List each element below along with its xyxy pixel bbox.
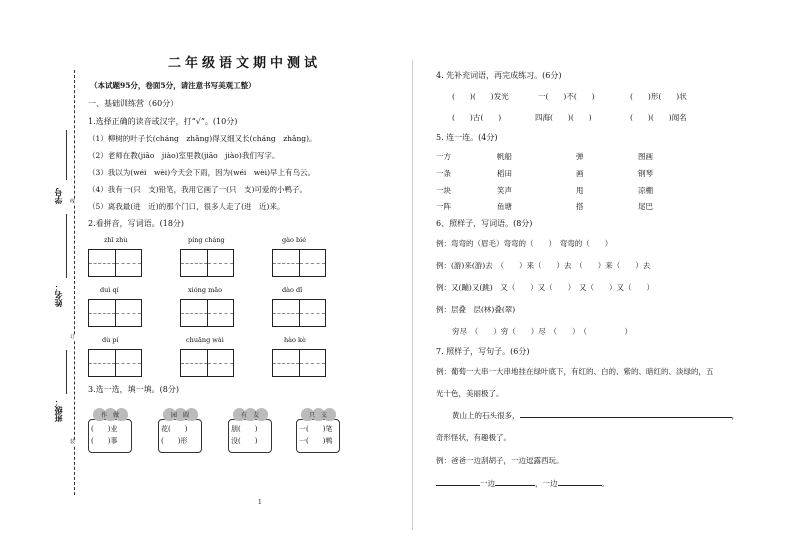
q7-fill-1-text: 黄山上的石头很多， <box>452 411 520 420</box>
pinyin-label: chuāng wài <box>186 336 224 344</box>
writing-grid[interactable] <box>180 349 234 377</box>
q6-example-4: 例：层叠 层(林)叠(翠) <box>436 305 516 314</box>
match-item[interactable]: 鱼塘 <box>497 202 512 211</box>
q4-blank[interactable]: ( )形( )状 <box>630 92 687 101</box>
pinyin-label: zhī zhù <box>104 236 128 244</box>
q7-prompt: 7. 照样子，写句子。(6分) <box>436 347 530 356</box>
binding-line <box>74 70 75 495</box>
answer-blank[interactable] <box>558 485 602 486</box>
student-name-blank <box>66 240 67 278</box>
q1-item-2: （2）老师在教(jiāo jiào)室里教(jiāo jiào)我们写字。 <box>88 151 280 160</box>
answer-blank[interactable] <box>436 485 480 486</box>
word-basket <box>228 408 272 453</box>
q7-example-2: 例：爸爸一边刮胡子，一边逗露西玩。 <box>436 456 564 465</box>
match-item[interactable]: 弹 <box>576 152 584 161</box>
seal-char-3: 装 <box>70 439 76 445</box>
class-blank <box>66 350 67 394</box>
match-item[interactable]: 一条 <box>436 169 451 178</box>
q4-prompt: 4. 先补充词语，再完成练习。(6分) <box>436 71 562 80</box>
q1-item-5: （5）离我最(进 近)的那个门口，很多人走了(进 近)来。 <box>88 202 285 211</box>
q1-item-4: （4）我有一(只 支)铅笔，我用它画了一(只 支)可爱的小鸭子。 <box>88 185 307 194</box>
match-item[interactable]: 笑声 <box>497 186 512 195</box>
match-item[interactable]: 钢琴 <box>638 169 653 178</box>
student-id-blank <box>66 130 67 180</box>
basket-row[interactable]: 一( )鸭 <box>299 437 333 445</box>
q6-example-1[interactable]: 例：弯弯的（眉毛）弯弯的（ ） 弯弯的（ ） <box>436 239 613 248</box>
writing-grid[interactable] <box>272 299 326 327</box>
pinyin-label: duì qí <box>100 286 119 294</box>
basket-label: 园 圆 <box>170 412 189 419</box>
q1-item-1: （1）柳树的叶子长(cháng zhǎng)得又细又长(cháng zhǎng)。 <box>88 134 317 143</box>
q6-example-4-blanks[interactable]: 穷尽 （ ）穷（ ）尽 （ ） （ ） <box>452 327 632 336</box>
basket-row[interactable]: 一( )笔 <box>299 425 333 433</box>
writing-grid[interactable] <box>88 249 142 277</box>
page-number: 1 <box>258 499 262 506</box>
pinyin-label: hào kè <box>284 336 306 344</box>
word-basket <box>88 408 132 453</box>
pinyin-label: gào bié <box>282 236 307 244</box>
match-item[interactable]: 一块 <box>436 186 451 195</box>
basket-row[interactable]: ( )业 <box>91 425 118 433</box>
q7-fill-1-cont: 奇形怪状，有趣极了。 <box>436 433 511 442</box>
q2-prompt: 2.看拼音，写词语。(18分) <box>88 219 185 228</box>
q5-prompt: 5. 连一连。(4分) <box>436 133 498 142</box>
q6-example-3[interactable]: 例：又(蹦)又(跳) 又（ ）又（ ） 又（ ）又（ ） <box>436 283 654 292</box>
q1-prompt: 1.选择正确的读音或汉字，打“√”。(10分) <box>88 117 238 126</box>
page-subtitle: （本试题95分，卷面5分，请注意书写美观工整） <box>90 81 256 90</box>
q7-fill-2-b: ，一边 <box>535 479 558 488</box>
match-item[interactable]: 一阵 <box>436 202 451 211</box>
q3-prompt: 3.选一选，填一填。(8分) <box>88 385 179 394</box>
seal-char-2: 订 <box>70 334 76 340</box>
student-id-label: 学号 <box>53 188 63 204</box>
match-item[interactable]: 一方 <box>436 152 451 161</box>
writing-grid[interactable] <box>88 349 142 377</box>
q7-fill-1: 黄山上的石头很多， ， <box>452 411 739 420</box>
pinyin-label: dào dǐ <box>282 286 303 294</box>
basket-label: 有 友 <box>240 412 259 419</box>
match-item[interactable]: 画 <box>576 169 584 178</box>
q6-prompt: 6、照样子，写词语。(8分) <box>436 219 533 228</box>
basket-label: 作 做 <box>100 412 119 419</box>
q6-example-2[interactable]: 例：(游)来(游)去 （ ）来（ ）去 （ ）来（ ）去 <box>436 261 651 270</box>
seal-char-1: 线 <box>70 199 76 205</box>
writing-grid[interactable] <box>88 299 142 327</box>
match-item[interactable]: 稻田 <box>497 169 512 178</box>
word-basket <box>158 408 202 453</box>
basket-row[interactable]: 没( ) <box>231 437 258 445</box>
match-item[interactable]: 搭 <box>576 202 584 211</box>
q7-fill-2-a: 一边 <box>480 479 495 488</box>
match-item[interactable]: 尾巴 <box>638 202 653 211</box>
answer-blank[interactable] <box>495 485 535 486</box>
q4-blank[interactable]: 四海( )( ) <box>535 113 592 122</box>
q4-blank[interactable]: ( )( )闻名 <box>630 113 687 122</box>
match-item[interactable]: 凉棚 <box>638 186 653 195</box>
q4-blank[interactable]: ( )古( ) <box>452 113 502 122</box>
page-divider <box>412 60 413 530</box>
basket-row[interactable]: ( )形 <box>161 437 188 445</box>
basket-row[interactable]: 花( ) <box>161 425 188 433</box>
q4-blank[interactable]: 一( )不( ) <box>538 92 595 101</box>
section-heading: 一、基础训练营（60分） <box>88 99 179 108</box>
writing-grid[interactable] <box>180 299 234 327</box>
q1-item-3: （3）我以为(wéi wèi)今天会下雨，因为(wéi wèi)早上有乌云。 <box>88 168 316 177</box>
writing-grid[interactable] <box>180 249 234 277</box>
q7-example-1: 例：葡萄一大串一大串地挂在绿叶底下，有红的、白的、紫的、暗红的、淡绿的，五 <box>436 367 714 376</box>
writing-grid[interactable] <box>272 249 326 277</box>
match-item[interactable]: 图画 <box>638 152 653 161</box>
q4-blank[interactable]: ( )( )发光 <box>452 92 509 101</box>
writing-grid[interactable] <box>272 349 326 377</box>
page-title: 二年级语文期中测试 <box>168 56 322 71</box>
q7-fill-2 <box>436 480 609 488</box>
class-label: 班级： <box>53 398 63 422</box>
match-item[interactable]: 帆船 <box>497 152 512 161</box>
word-basket <box>296 408 340 453</box>
student-name-label: 姓名： <box>53 283 63 307</box>
q7-example-1-cont: 光十色，美丽极了。 <box>436 389 504 398</box>
pinyin-label: xióng māo <box>188 286 223 294</box>
pinyin-label: píng cháng <box>188 236 225 244</box>
match-item[interactable]: 甩 <box>576 186 584 195</box>
answer-blank[interactable] <box>520 417 732 418</box>
pinyin-label: dù pí <box>102 336 119 344</box>
basket-label: 只 支 <box>308 412 327 419</box>
basket-row[interactable]: ( )事 <box>91 437 118 445</box>
basket-row[interactable]: 朋( ) <box>231 425 258 433</box>
q7-fill-2-c: 。 <box>601 479 609 488</box>
